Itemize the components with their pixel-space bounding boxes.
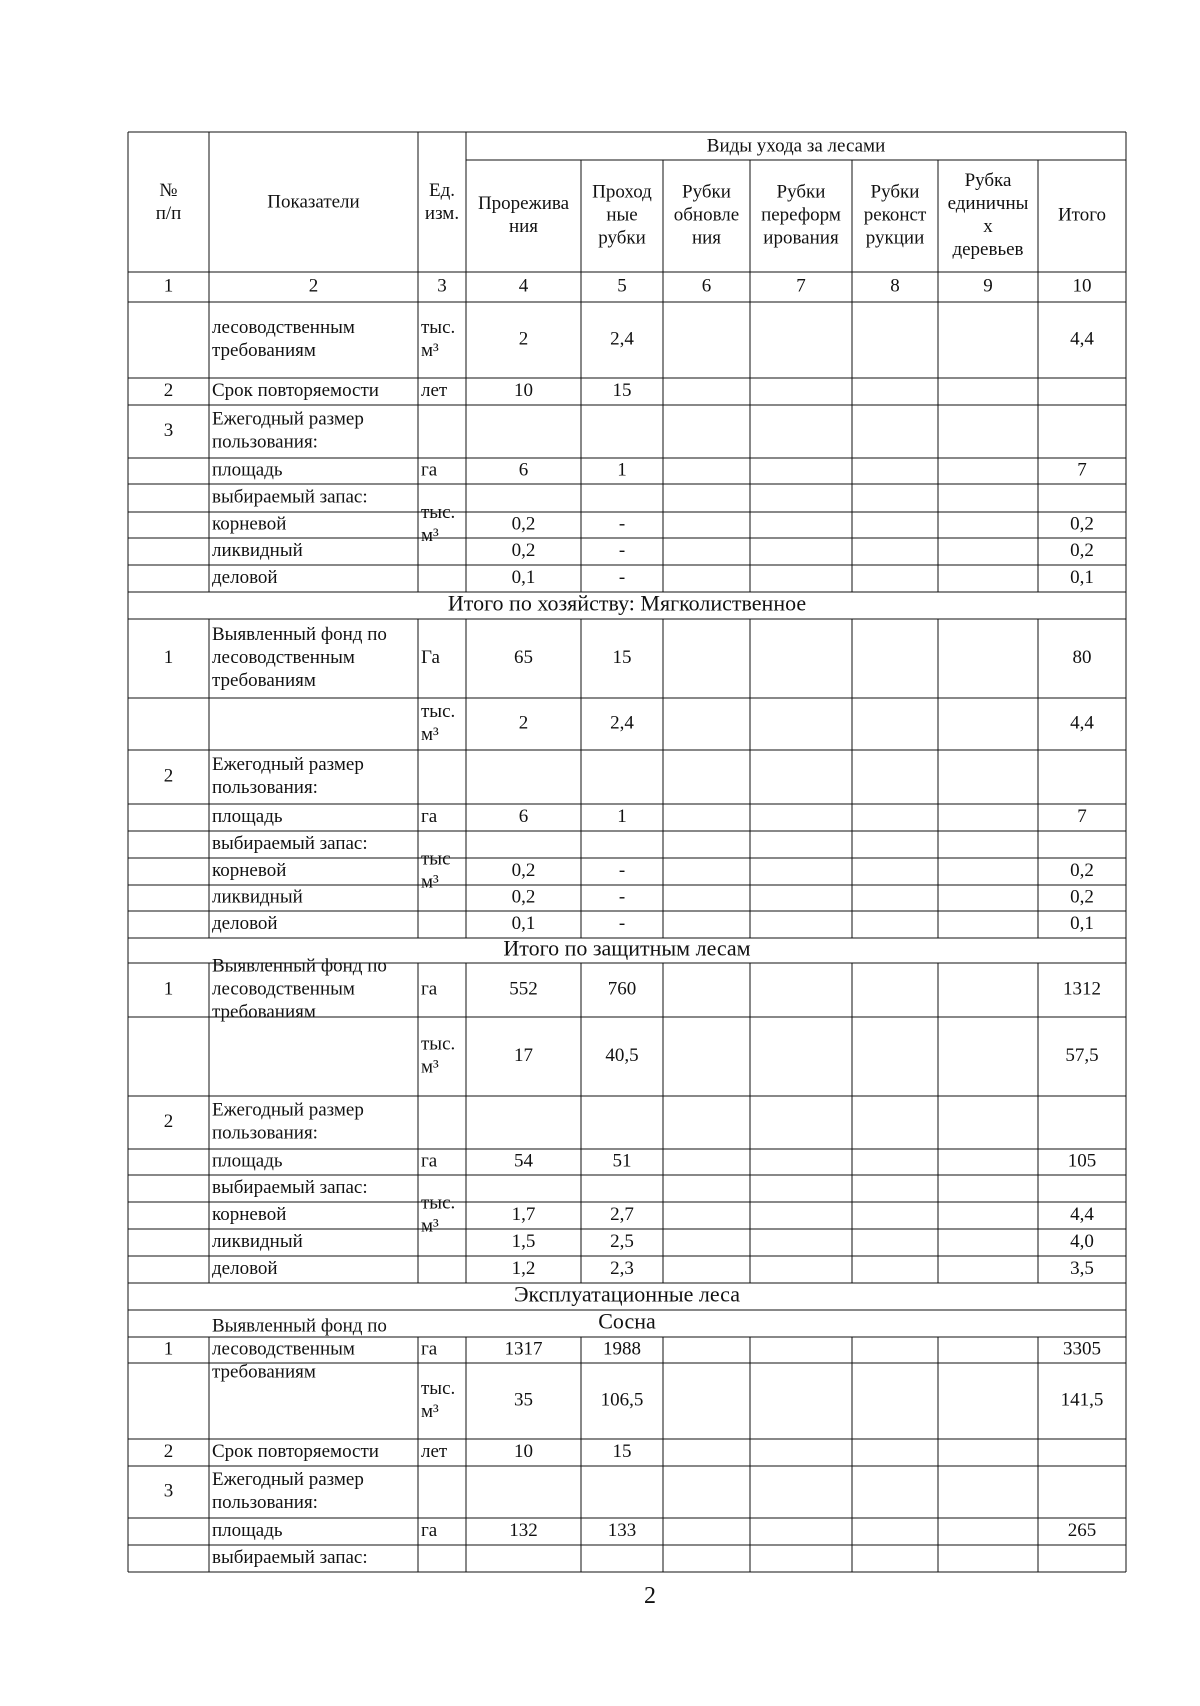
- header-col-number: №: [159, 179, 178, 201]
- value-cell: -: [618, 859, 626, 881]
- header-col-single-trees: деревьев: [952, 238, 1024, 260]
- value-cell: 141,5: [1060, 1389, 1104, 1411]
- value-cell: 132: [509, 1519, 538, 1541]
- row-number: 1: [163, 1338, 174, 1360]
- value-cell: 2,4: [610, 328, 634, 350]
- indicator-label: пользования:: [212, 776, 318, 798]
- indicator-label: выбираемый запас:: [212, 1546, 368, 1568]
- header-col-renewal: обновле: [673, 204, 740, 226]
- indicator-label: пользования:: [212, 431, 318, 453]
- unit-label: га: [421, 805, 438, 827]
- value-cell: 1: [617, 805, 627, 827]
- value-cell: 4,4: [1070, 1203, 1094, 1225]
- value-cell: 106,5: [600, 1389, 644, 1411]
- header-col-thinning: Прорежива: [477, 192, 570, 214]
- value-cell: 2: [518, 712, 529, 734]
- unit-label: га: [421, 1519, 438, 1541]
- unit-label: га: [421, 459, 438, 481]
- value-cell: 17: [514, 1044, 533, 1066]
- value-cell: 1317: [504, 1338, 543, 1360]
- value-cell: 0,2: [1070, 886, 1094, 908]
- header-column-number: 2: [308, 275, 319, 297]
- header-col-total: Итого: [1057, 204, 1107, 226]
- header-col-single-trees: единичны: [947, 192, 1029, 214]
- unit-label: га: [421, 1150, 438, 1172]
- header-col-reconstruction: реконст: [863, 204, 927, 226]
- value-cell: 0,2: [1070, 859, 1094, 881]
- header-col-passage: рубки: [598, 227, 646, 249]
- indicator-label: требованиям: [212, 339, 316, 361]
- value-cell: 1: [617, 459, 627, 481]
- indicator-label: Ежегодный размер: [212, 1468, 364, 1490]
- value-cell: 10: [514, 379, 533, 401]
- indicator-label: лесоводственным: [212, 316, 355, 338]
- value-cell: 1,5: [511, 1230, 536, 1252]
- value-cell: 1988: [603, 1338, 641, 1360]
- unit-label: м³: [421, 723, 439, 745]
- value-cell: 6: [518, 459, 529, 481]
- indicator-label: выбираемый запас:: [212, 1176, 368, 1198]
- unit-label: м³: [421, 871, 439, 893]
- value-cell: 80: [1072, 646, 1092, 668]
- header-group-title: Виды ухода за лесами: [706, 135, 886, 157]
- indicator-label: выбираемый запас:: [212, 486, 368, 508]
- indicator-label: деловой: [212, 1257, 278, 1279]
- header-column-number: 5: [617, 275, 627, 297]
- indicator-label: корневой: [212, 859, 287, 881]
- unit-label: тыс.: [421, 1192, 456, 1214]
- indicator-label: Срок повторяемости: [212, 1440, 379, 1462]
- unit-label: м³: [421, 339, 439, 361]
- value-cell: -: [618, 886, 626, 908]
- indicator-label: требованиям: [212, 1001, 316, 1023]
- unit-label: га: [421, 978, 438, 1000]
- value-cell: 0,2: [511, 539, 536, 561]
- header-column-number: 8: [890, 275, 900, 297]
- value-cell: 65: [514, 646, 533, 668]
- unit-label: м³: [421, 1056, 439, 1078]
- indicator-label: выбираемый запас:: [212, 832, 368, 854]
- unit-label: га: [421, 1338, 438, 1360]
- row-number: 1: [163, 646, 174, 668]
- value-cell: 0,2: [511, 513, 536, 535]
- unit-label: лет: [421, 1440, 448, 1462]
- header-column-number: 1: [163, 275, 174, 297]
- value-cell: 4,4: [1070, 328, 1094, 350]
- value-cell: 105: [1067, 1150, 1097, 1172]
- value-cell: 54: [514, 1150, 533, 1172]
- indicator-label: лесоводственным: [212, 1338, 355, 1360]
- header-col-thinning: ния: [508, 215, 539, 237]
- value-cell: 0,1: [511, 912, 536, 934]
- section-title: Итого по хозяйству: Мягколиственное: [447, 590, 807, 616]
- value-cell: 0,2: [511, 859, 536, 881]
- row-number: 2: [163, 1440, 174, 1462]
- page-number: 2: [644, 1583, 656, 1609]
- unit-label: тыс.: [421, 1033, 456, 1055]
- value-cell: 0,1: [1070, 566, 1094, 588]
- value-cell: 35: [514, 1389, 533, 1411]
- value-cell: 552: [509, 978, 538, 1000]
- value-cell: 133: [607, 1519, 637, 1541]
- value-cell: 0,2: [1070, 513, 1094, 535]
- indicator-label: деловой: [212, 566, 278, 588]
- header-col-reformation: ирования: [763, 227, 839, 249]
- unit-label: тыс.: [421, 501, 456, 523]
- header-col-reformation: переформ: [761, 204, 841, 226]
- value-cell: 7: [1077, 459, 1087, 481]
- value-cell: 15: [612, 379, 632, 401]
- value-cell: -: [618, 912, 626, 934]
- value-cell: -: [618, 566, 626, 588]
- unit-label: Га: [421, 646, 440, 668]
- header-column-number: 7: [796, 275, 806, 297]
- value-cell: 760: [607, 978, 637, 1000]
- unit-label: м³: [421, 1400, 439, 1422]
- header-col-reconstruction: Рубки: [870, 181, 920, 203]
- indicator-label: деловой: [212, 912, 278, 934]
- row-number: 3: [163, 419, 174, 441]
- indicator-label: пользования:: [212, 1491, 318, 1513]
- header-col-passage: Проход: [592, 181, 652, 203]
- indicator-label: корневой: [212, 513, 287, 535]
- row-number: 2: [163, 765, 174, 787]
- row-number: 2: [163, 1110, 174, 1132]
- indicator-label: площадь: [212, 805, 283, 827]
- value-cell: 4,4: [1070, 712, 1094, 734]
- section-title: Эксплуатационные леса: [514, 1281, 740, 1307]
- value-cell: 2,7: [610, 1203, 634, 1225]
- indicator-label: Выявленный фонд по: [212, 1315, 387, 1337]
- value-cell: 0,2: [511, 886, 536, 908]
- value-cell: 0,1: [1070, 912, 1094, 934]
- indicator-label: ликвидный: [212, 886, 303, 908]
- indicator-label: Выявленный фонд по: [212, 955, 387, 977]
- header-col-single-trees: Рубка: [964, 169, 1012, 191]
- indicator-label: требованиям: [212, 1361, 316, 1383]
- value-cell: 1,2: [511, 1257, 536, 1279]
- indicator-label: Срок повторяемости: [212, 379, 379, 401]
- indicator-label: ликвидный: [212, 1230, 303, 1252]
- header-col-unit: изм.: [424, 202, 460, 224]
- value-cell: 1312: [1063, 978, 1101, 1000]
- indicator-label: площадь: [212, 1519, 283, 1541]
- value-cell: 15: [612, 646, 632, 668]
- value-cell: 3,5: [1070, 1257, 1094, 1279]
- value-cell: 2,4: [610, 712, 634, 734]
- row-number: 3: [163, 1480, 174, 1502]
- unit-label: м³: [421, 524, 439, 546]
- indicator-label: Ежегодный размер: [212, 408, 364, 430]
- value-cell: 0,2: [1070, 539, 1094, 561]
- indicator-label: площадь: [212, 459, 283, 481]
- header-col-reformation: Рубки: [776, 181, 826, 203]
- header-column-number: 3: [437, 275, 447, 297]
- unit-label: тыс.: [421, 316, 456, 338]
- value-cell: 1,7: [511, 1203, 536, 1225]
- value-cell: 40,5: [605, 1044, 639, 1066]
- unit-label: м³: [421, 1215, 439, 1237]
- value-cell: 15: [612, 1440, 632, 1462]
- header-col-reconstruction: рукции: [865, 227, 925, 249]
- unit-label: лет: [421, 379, 448, 401]
- value-cell: 4,0: [1070, 1230, 1094, 1252]
- indicator-label: требованиям: [212, 669, 316, 691]
- value-cell: 2: [518, 328, 529, 350]
- header-col-unit: Ед.: [428, 179, 456, 201]
- value-cell: 0,1: [511, 566, 536, 588]
- indicator-label: Выявленный фонд по: [212, 623, 387, 645]
- header-col-passage: ные: [606, 204, 638, 226]
- header-col-single-trees: х: [983, 215, 993, 237]
- section-title: Итого по защитным лесам: [503, 935, 751, 961]
- indicator-label: корневой: [212, 1203, 287, 1225]
- indicator-label: площадь: [212, 1150, 283, 1172]
- header-col-renewal: ния: [691, 227, 722, 249]
- value-cell: 2,3: [610, 1257, 634, 1279]
- value-cell: 3305: [1063, 1338, 1101, 1360]
- header-column-number: 4: [518, 275, 529, 297]
- row-number: 2: [163, 379, 174, 401]
- unit-label: тыс.: [421, 700, 456, 722]
- value-cell: 57,5: [1065, 1044, 1099, 1066]
- unit-label: тыс.: [421, 1377, 456, 1399]
- header-col-renewal: Рубки: [682, 181, 731, 203]
- indicator-label: ликвидный: [212, 539, 303, 561]
- value-cell: 7: [1077, 805, 1087, 827]
- value-cell: 10: [514, 1440, 533, 1462]
- value-cell: -: [618, 539, 626, 561]
- value-cell: 6: [518, 805, 529, 827]
- indicator-label: лесоводственным: [212, 978, 355, 1000]
- indicator-label: Ежегодный размер: [212, 753, 364, 775]
- header-column-number: 6: [701, 275, 712, 297]
- value-cell: 265: [1067, 1519, 1097, 1541]
- value-cell: 51: [612, 1150, 632, 1172]
- value-cell: -: [618, 513, 626, 535]
- value-cell: 2,5: [610, 1230, 634, 1252]
- header-col-indicators: Показатели: [267, 191, 360, 213]
- indicator-label: Ежегодный размер: [212, 1099, 364, 1121]
- table-text: [156, 135, 1106, 1568]
- header-column-number: 10: [1072, 275, 1092, 297]
- header-col-number: п/п: [155, 202, 182, 224]
- row-number: 1: [163, 978, 174, 1000]
- unit-label: тыс: [421, 848, 451, 870]
- indicator-label: пользования:: [212, 1122, 318, 1144]
- indicator-label: лесоводственным: [212, 646, 355, 668]
- section-title: Сосна: [598, 1308, 656, 1334]
- header-column-number: 9: [983, 275, 993, 297]
